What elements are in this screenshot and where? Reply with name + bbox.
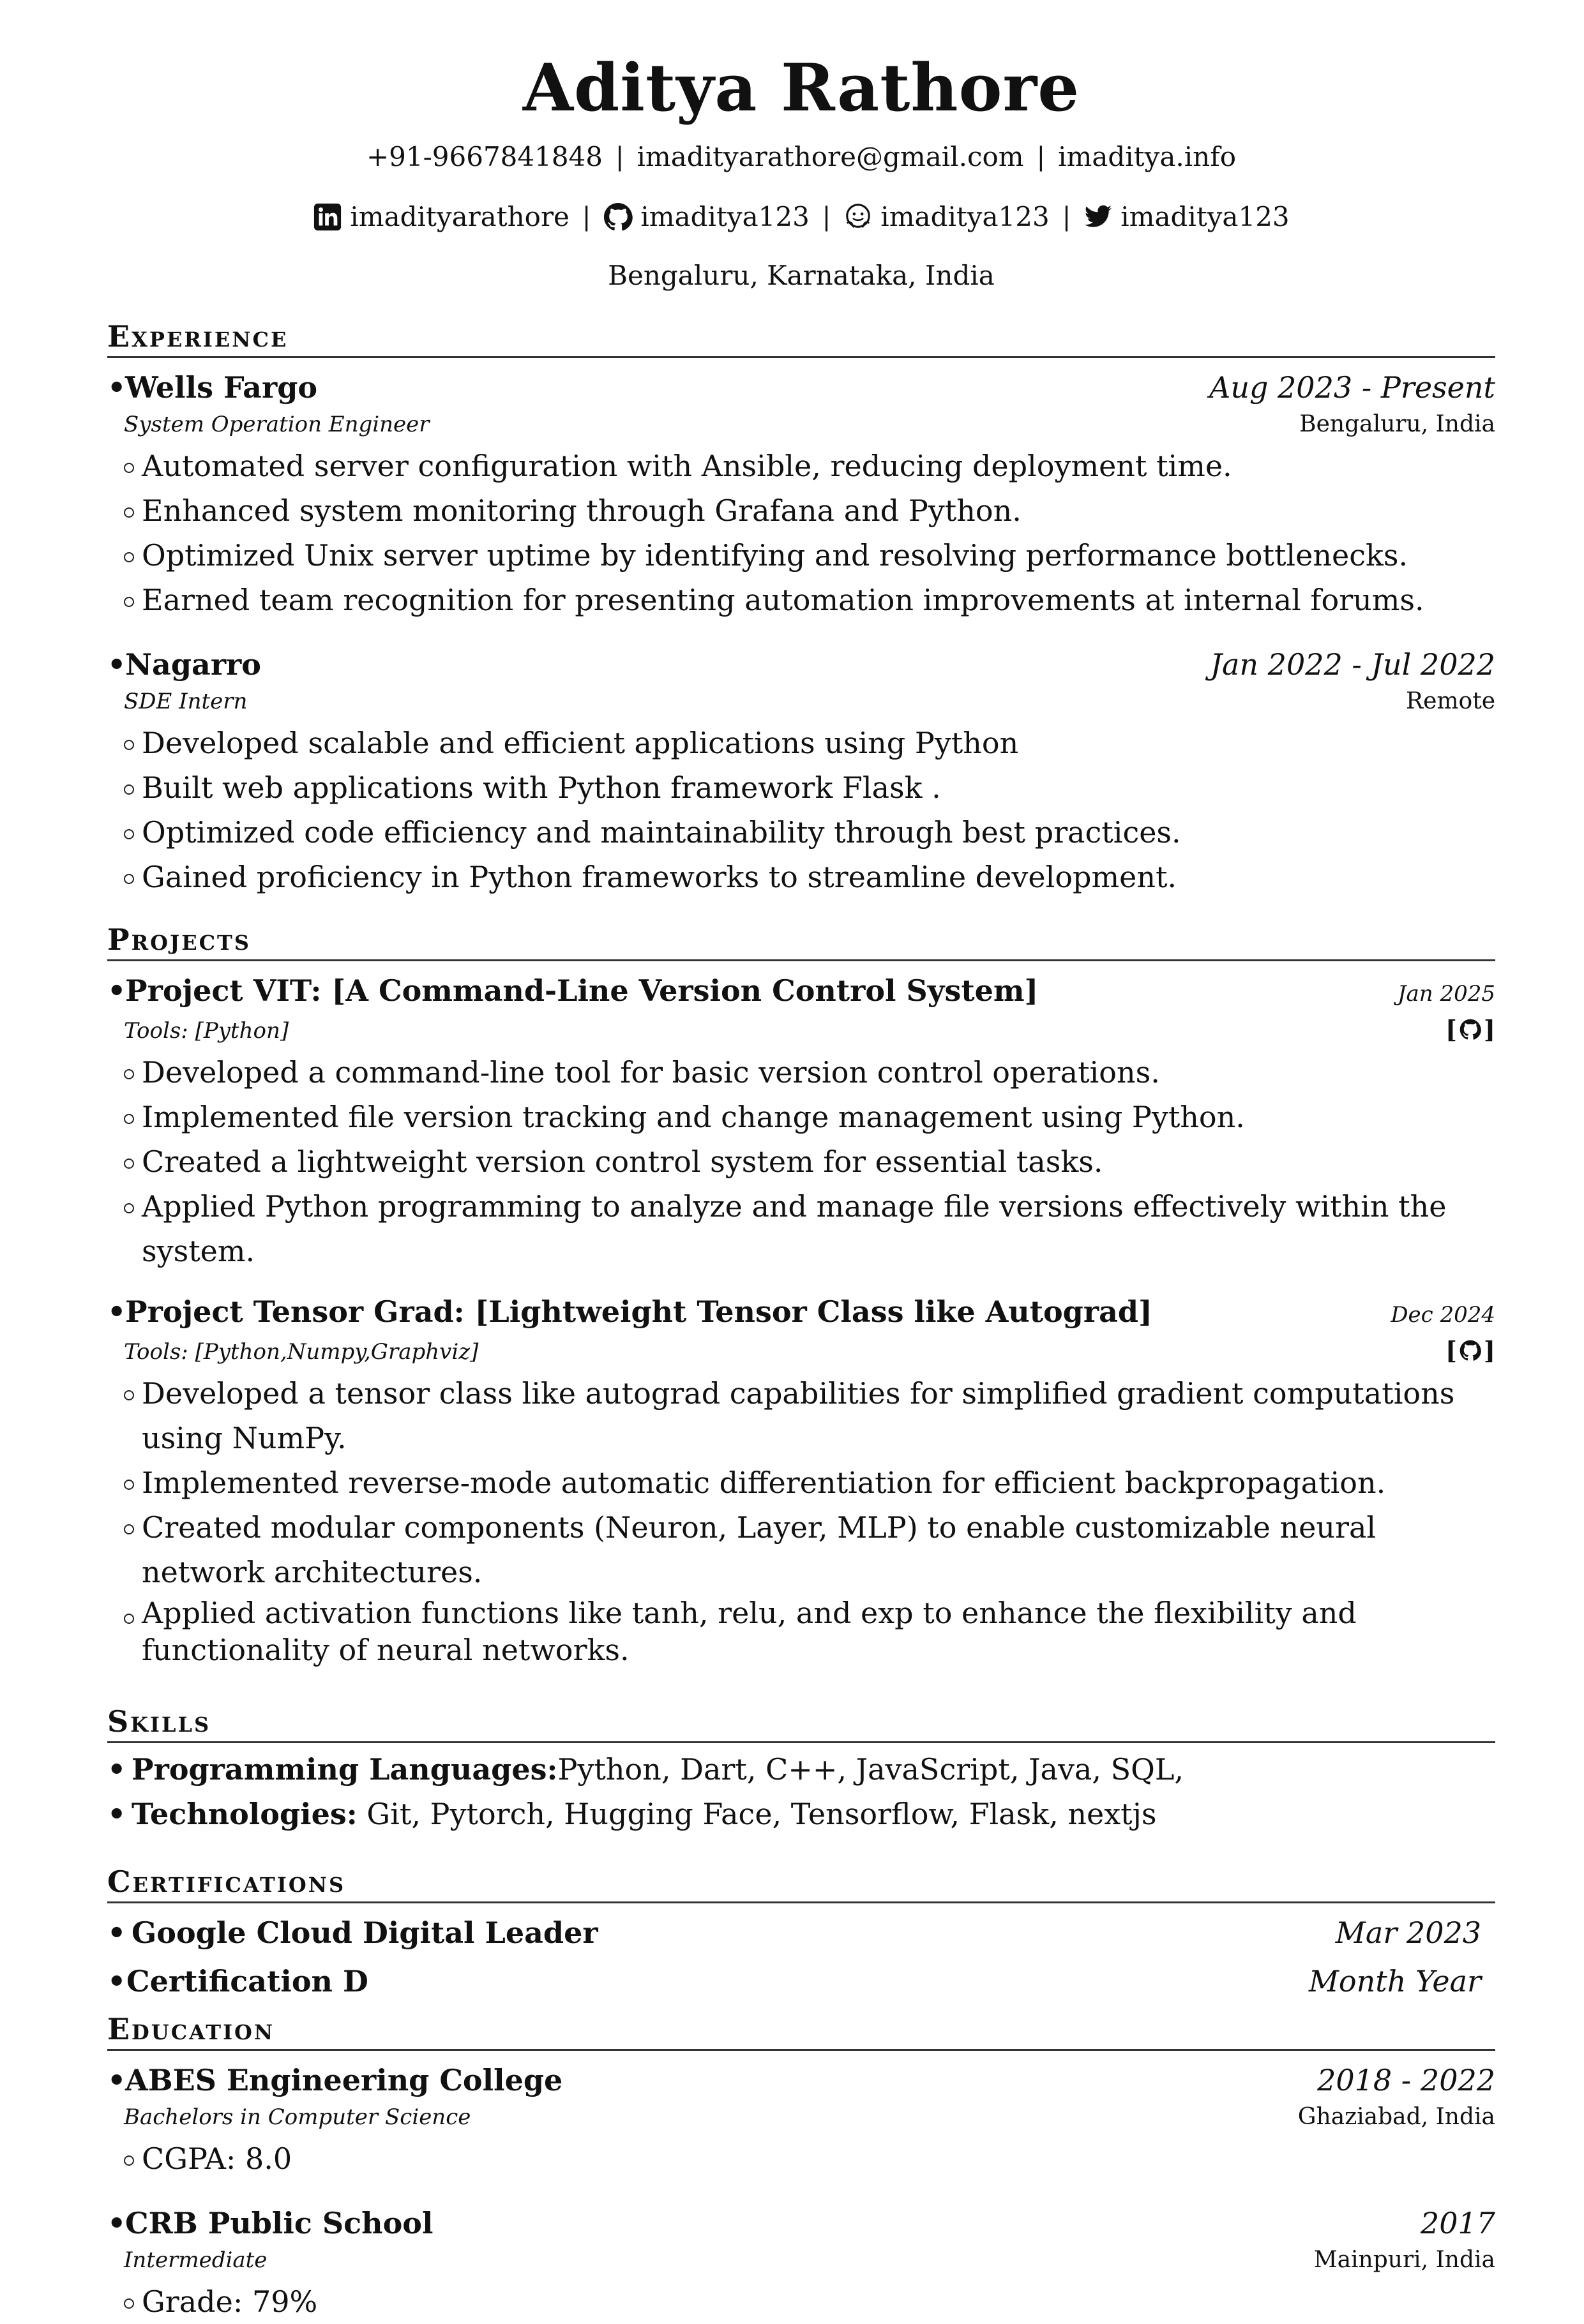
bullet-item: Earned team recognition for presenting automation improvements at internal forums.: [124, 578, 1495, 622]
entry-date: Aug 2023 - Present: [1209, 370, 1495, 405]
entry-title-text: Wells Fargo: [125, 370, 318, 405]
separator: |: [1036, 142, 1046, 172]
skill-content: [107, 1792, 1157, 1836]
skills-list: [107, 1747, 1495, 1836]
entry-title-text: Project VIT: [A Command-Line Version Control System]: [125, 973, 1039, 1008]
entry-location: Ghaziabad, India: [1297, 2104, 1495, 2130]
bullet-item: Applied activation functions like tanh, relu, and exp to enhance the flexibility and functionality of neural networks.: [124, 1594, 1495, 1668]
linkedin-handle: imadityarathore: [350, 201, 569, 232]
phone[interactable]: +91-9667841848: [366, 141, 603, 172]
bullet-item: Grade: 79%: [124, 2279, 1495, 2324]
skill-value: Git, Pytorch, Hugging Face, Tensorflow, Flask, nextjs: [357, 1797, 1157, 1831]
github-icon: [603, 202, 633, 232]
entry-bullets: [107, 1050, 1495, 1273]
entry-header: [107, 1291, 1495, 1335]
entry-bullets: [107, 444, 1495, 622]
bullet: •: [107, 1797, 126, 1831]
contact-line: [107, 140, 1495, 174]
email-link[interactable]: imadityarathore@gmail.com: [637, 141, 1024, 172]
entry-role: System Operation Engineer: [124, 412, 430, 437]
project-entry: [107, 970, 1495, 1273]
section-education: Education: [107, 2012, 1495, 2051]
separator: |: [1062, 202, 1071, 232]
skill-row: [107, 1747, 1495, 1792]
bullet-item: Automated server configuration with Ansible, reducing deployment time.: [124, 444, 1495, 488]
entry-header: [107, 2203, 1495, 2244]
entry-role: Tools: [Python,Numpy,Graphviz]: [124, 1339, 479, 1365]
certification-date: Month Year: [1308, 1964, 1481, 1998]
entry-location: Mainpuri, India: [1313, 2247, 1495, 2273]
location: Bengaluru, Karnataka, India: [608, 260, 995, 291]
entry-bullets: [107, 721, 1495, 899]
social-links: [107, 200, 1495, 234]
huggingface-icon: [843, 202, 873, 232]
entry-header: [107, 2060, 1495, 2101]
bullet-item: Applied Python programming to analyze and manage file versions effectively within the system.: [124, 1184, 1495, 1273]
entry-location: Remote: [1406, 688, 1495, 714]
bullet-item: Created modular components (Neuron, Layer, MLP) to enable customizable neural network architectures.: [124, 1505, 1495, 1594]
entry-date: 2018 - 2022: [1317, 2063, 1495, 2097]
bullet: •: [107, 370, 126, 405]
entry-subheader: [107, 408, 1495, 441]
entry-date: Jan 2022 - Jul 2022: [1210, 647, 1495, 682]
section-experience: Experience: [107, 319, 1495, 358]
bullet-item: Implemented reverse-mode automatic differentiation for efficient backpropagation.: [124, 1460, 1495, 1505]
bullet: •: [107, 1915, 126, 1950]
bullet-item: CGPA: 8.0: [124, 2136, 1495, 2181]
bullet: •: [107, 973, 126, 1008]
entry-title: [107, 970, 1038, 1011]
entry-title: [107, 367, 317, 408]
github-repo-link[interactable]: [ ]: [1445, 1336, 1495, 1365]
certification-row: [107, 1908, 1495, 1957]
twitter-icon: [1083, 202, 1113, 232]
bullet-item: Developed a tensor class like autograd capabilities for simplified gradient computations using NumPy.: [124, 1371, 1495, 1460]
github-icon: [1460, 1340, 1481, 1361]
experience-entry: [107, 644, 1495, 899]
section-certifications: Certifications: [107, 1864, 1495, 1903]
entry-subheader: [107, 2101, 1495, 2134]
entry-subheader: [107, 1014, 1495, 1047]
bullet: •: [107, 647, 126, 682]
certification-date: Mar 2023: [1335, 1915, 1481, 1950]
entry-title-text: Project Tensor Grad: [Lightweight Tensor Class like Autograd]: [125, 1294, 1152, 1329]
bullet-item: Gained proficiency in Python frameworks to streamline development.: [124, 855, 1495, 899]
certification-name: Google Cloud Digital Leader: [132, 1915, 598, 1950]
separator: |: [582, 202, 591, 232]
github-link[interactable]: [603, 200, 809, 234]
skill-value: Python, Dart, C++, JavaScript, Java, SQL,: [557, 1752, 1184, 1787]
section-projects: Projects: [107, 922, 1495, 961]
experience-entry: [107, 367, 1495, 622]
bullet-item: Optimized code efficiency and maintainability through best practices.: [124, 810, 1495, 855]
candidate-name: Aditya Rathore: [522, 50, 1080, 126]
skill-label: Programming Languages:: [132, 1752, 558, 1787]
skill-content: [107, 1747, 1184, 1792]
github-repo-link[interactable]: [ ]: [1445, 1015, 1495, 1044]
bullet-item: Developed scalable and efficient applications using Python: [124, 721, 1495, 765]
entry-header: [107, 367, 1495, 408]
entry-title-text: ABES Engineering College: [125, 2063, 563, 2097]
entry-role: Intermediate: [124, 2247, 268, 2273]
github-icon: [1460, 1019, 1481, 1040]
projects-list: [107, 970, 1495, 1668]
linkedin-link[interactable]: [313, 200, 569, 234]
entry-title-text: CRB Public School: [125, 2206, 434, 2240]
entry-title: [107, 1291, 1152, 1332]
bullet-item: Built web applications with Python framework Flask .: [124, 765, 1495, 810]
website-link[interactable]: imaditya.info: [1058, 141, 1237, 172]
section-skills: Skills: [107, 1704, 1495, 1743]
entry-title: [107, 644, 261, 685]
certification-row: [107, 1957, 1495, 2005]
entry-subheader: [107, 685, 1495, 718]
bullet-item: Created a lightweight version control system for essential tasks.: [124, 1139, 1495, 1184]
bullet: •: [107, 1964, 126, 1998]
entry-header: [107, 644, 1495, 685]
entry-bullets: [107, 2279, 1495, 2324]
huggingface-handle: imaditya123: [880, 201, 1050, 232]
entry-title: [107, 2203, 433, 2244]
twitter-handle: imaditya123: [1120, 201, 1290, 232]
experience-list: [107, 367, 1495, 899]
certification-content: [107, 1957, 368, 2005]
skill-label: Technologies:: [132, 1797, 358, 1831]
entry-bullets: [107, 2136, 1495, 2181]
entry-header: [107, 970, 1495, 1014]
entry-date: Dec 2024: [1391, 1302, 1495, 1328]
entry-location: Bengaluru, India: [1299, 411, 1495, 437]
bullet: •: [107, 2206, 126, 2240]
entry-role: SDE Intern: [124, 689, 248, 714]
twitter-link[interactable]: [1083, 200, 1289, 234]
entry-role: Bachelors in Computer Science: [124, 2104, 471, 2130]
entry-role: Tools: [Python]: [124, 1018, 289, 1044]
bullet-item: Developed a command-line tool for basic version control operations.: [124, 1050, 1495, 1095]
entry-title: [107, 2060, 562, 2101]
bullet: •: [107, 1752, 126, 1787]
certifications-list: [107, 1908, 1495, 2005]
separator: |: [822, 202, 831, 232]
certification-name: Certification D: [126, 1964, 368, 1998]
skill-row: [107, 1792, 1495, 1836]
entry-title-text: Nagarro: [125, 647, 261, 682]
education-entry: [107, 2060, 1495, 2181]
bullet-item: Implemented file version tracking and change management using Python.: [124, 1095, 1495, 1139]
entry-date: 2017: [1420, 2206, 1495, 2240]
education-list: [107, 2060, 1495, 2324]
github-handle: imaditya123: [640, 201, 810, 232]
huggingface-link[interactable]: [843, 200, 1049, 234]
linkedin-icon: [313, 202, 342, 232]
entry-bullets: [107, 1371, 1495, 1668]
project-entry: [107, 1291, 1495, 1668]
certification-content: [107, 1908, 598, 1957]
bullet: •: [107, 2063, 126, 2097]
resume-page: [107, 0, 1495, 2324]
bullet-item: Enhanced system monitoring through Grafana and Python.: [124, 488, 1495, 533]
bullet: •: [107, 1294, 126, 1329]
entry-subheader: [107, 1335, 1495, 1368]
education-entry: [107, 2203, 1495, 2324]
bullet-item: Optimized Unix server uptime by identifying and resolving performance bottlenecks.: [124, 533, 1495, 578]
entry-date: Jan 2025: [1397, 981, 1495, 1007]
separator: |: [615, 142, 624, 172]
entry-subheader: [107, 2244, 1495, 2277]
